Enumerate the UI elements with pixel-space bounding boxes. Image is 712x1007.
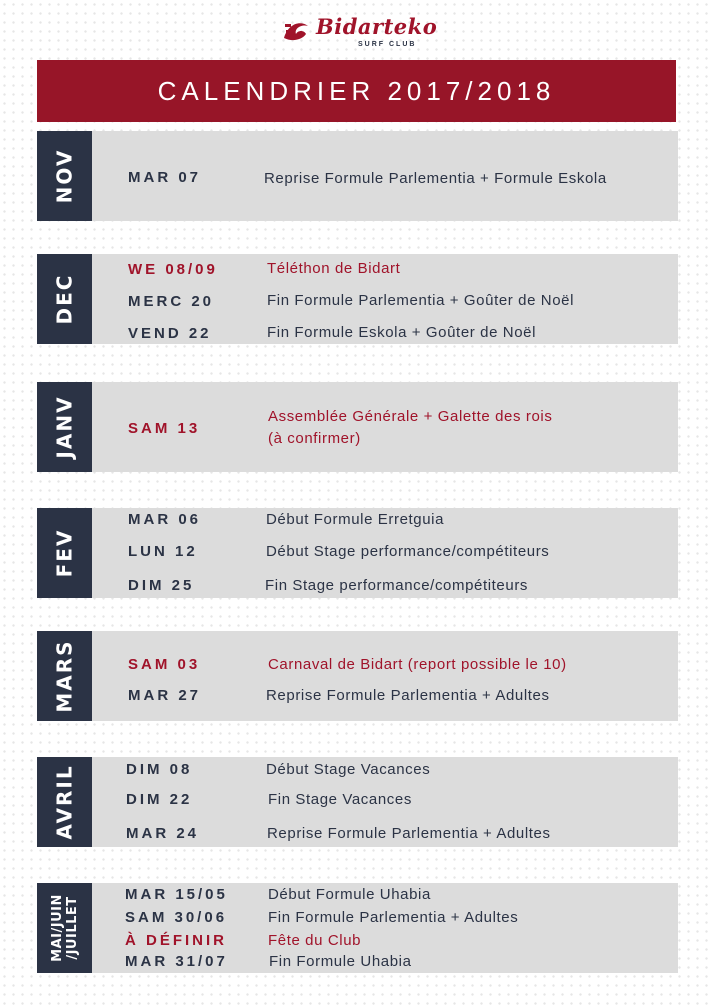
event-text: Fin Formule Eskola + Goûter de Noël [267,324,537,341]
event-date: À DÉFINIR [125,932,227,949]
month-label: FEV [52,528,77,578]
event-date: MAR 15/05 [125,886,228,903]
month-section-nov [37,131,678,221]
club-logo [282,14,438,52]
event-date: MAR 27 [128,687,202,704]
event-date: DIM 08 [126,761,193,778]
month-label: AVRIL [52,764,77,840]
event-text: Fin Stage Vacances [268,791,412,808]
month-label: MAI/JUIN /JUILLET [49,894,80,962]
event-date: MAR 24 [126,825,200,842]
event-date: LUN 12 [128,543,198,560]
event-text: Reprise Formule Parlementia + Formule Eskola [264,170,607,187]
event-text-note: (à confirmer) [268,430,361,447]
event-text: Reprise Formule Parlementia + Adultes [266,687,550,704]
month-label-block [37,631,92,721]
logo-subtitle: SURF CLUB [358,41,417,48]
event-date: SAM 03 [128,656,201,673]
event-date: MAR 06 [128,511,202,528]
event-date: DIM 25 [128,577,195,594]
month-section-dec [37,254,678,344]
event-date: SAM 13 [128,420,201,437]
month-label-block [37,508,92,598]
event-text: Téléthon de Bidart [267,260,401,277]
event-date: MAR 07 [128,169,202,186]
month-label-block [37,883,92,973]
month-label: MARS [52,639,77,713]
event-date: VEND 22 [128,325,212,342]
event-text: Reprise Formule Parlementia + Adultes [267,825,551,842]
month-label-block [37,254,92,344]
title-banner [37,60,676,122]
event-text: Début Stage Vacances [266,761,431,778]
event-date: SAM 30/06 [125,909,228,926]
page-title: CALENDRIER 2017/2018 [157,75,556,106]
month-section-mars [37,631,678,721]
wave-logo-icon [282,16,314,44]
month-label-block [37,382,92,472]
event-date: MAR 31/07 [125,953,228,970]
event-date: DIM 22 [126,791,193,808]
event-text: Fin Formule Parlementia + Goûter de Noël [267,292,575,309]
month-section-fev [37,508,678,598]
month-label-block [37,757,92,847]
event-text: Début Formule Uhabia [268,886,431,903]
event-text: Carnaval de Bidart (report possible le 10) [268,656,567,673]
month-label: DEC [52,273,77,325]
event-text: Fin Formule Uhabia [269,953,412,970]
event-text: Assemblée Générale + Galette des rois [268,408,553,425]
month-section-janv [37,382,678,472]
event-text: Début Stage performance/compétiteurs [266,543,550,560]
logo-brand-text: Bidarteko [316,14,438,39]
event-date: WE 08/09 [128,261,218,278]
event-date: MERC 20 [128,293,215,310]
month-label: JANV [52,395,77,459]
event-text: Fin Formule Parlementia + Adultes [268,909,519,926]
month-section-avril [37,757,678,847]
event-text: Fête du Club [268,932,362,949]
event-text: Début Formule Erretguia [266,511,445,528]
month-section-mai-juin-juillet [37,883,678,973]
month-label-block [37,131,92,221]
month-label: NOV [52,148,77,204]
event-text: Fin Stage performance/compétiteurs [265,577,529,594]
